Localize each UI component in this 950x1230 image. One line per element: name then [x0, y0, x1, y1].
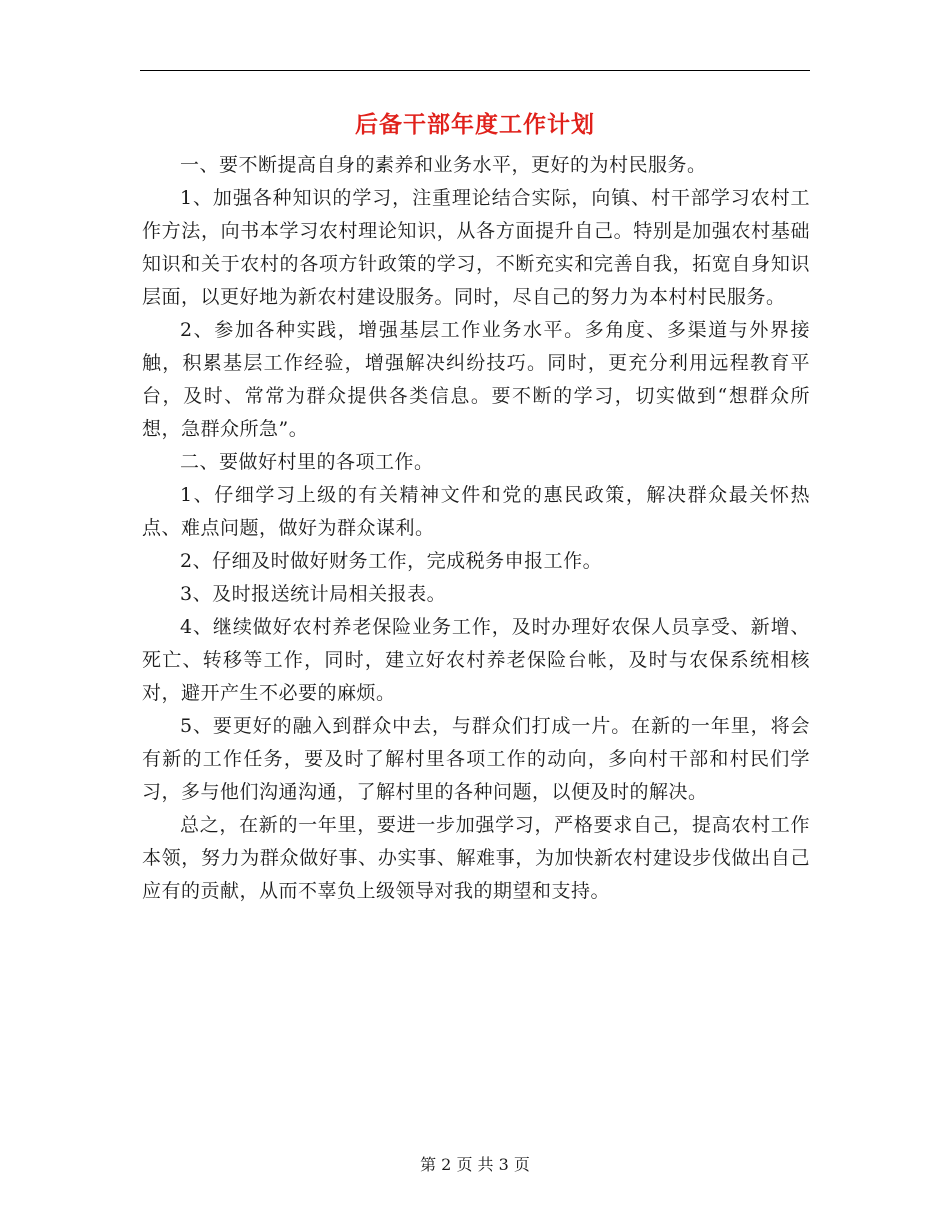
paragraph-2-3: 3、及时报送统计局相关报表。: [180, 583, 447, 605]
paragraph-1-1: 1、加强各种知识的学习，注重理论结合实际，向镇、村干部学习农村工作方法，向书本学习农村理论知识，从各方面提升自己。特别是加强农村基础知识和关于农村的各项方针政策的学习，不断充实和完善自我，拓宽自身知识层面，以更好地为新农村建设服务。同时，尽自己的努力为本村村民服务。: [142, 187, 810, 308]
section-heading-2: 二、要做好村里的各项工作。: [180, 451, 434, 473]
page-number: 第 2 页 共 3 页: [420, 1155, 530, 1174]
header-rule: [140, 70, 810, 71]
conclusion-paragraph: 总之，在新的一年里，要进一步加强学习，严格要求自己，提高农村工作本领，努力为群众做好事、办实事、解难事，为加快新农村建设步伐做出自己应有的贡献，从而不辜负上级领导对我的期望和支持。: [142, 814, 810, 902]
section-heading-1: 一、要不断提高自身的素养和业务水平，更好的为村民服务。: [180, 154, 707, 176]
document-body: [142, 149, 810, 908]
paragraph-2-2: 2、仔细及时做好财务工作，完成税务申报工作。: [180, 550, 603, 572]
paragraph-2-5: 5、要更好的融入到群众中去，与群众们打成一片。在新的一年里，将会有新的工作任务，要及时了解村里各项工作的动向，多向村干部和村民们学习，多与他们沟通沟通，了解村里的各种问题，以便及时的解决。: [142, 715, 810, 803]
paragraph-2-1: 1、仔细学习上级的有关精神文件和党的惠民政策，解决群众最关怀热点、难点问题，做好为群众谋利。: [142, 484, 810, 539]
paragraph-1-2: 2、参加各种实践，增强基层工作业务水平。多角度、多渠道与外界接触，积累基层工作经验，增强解决纠纷技巧。同时，更充分利用远程教育平台，及时、常常为群众提供各类信息。要不断的学习，切实做到“想群众所想，急群众所急”。: [142, 319, 810, 440]
document-title: 后备干部年度工作计划: [355, 111, 595, 138]
paragraph-2-4: 4、继续做好农村养老保险业务工作，及时办理好农保人员享受、新增、死亡、转移等工作，同时，建立好农村养老保险台帐，及时与农保系统相核对，避开产生不必要的麻烦。: [142, 616, 810, 704]
